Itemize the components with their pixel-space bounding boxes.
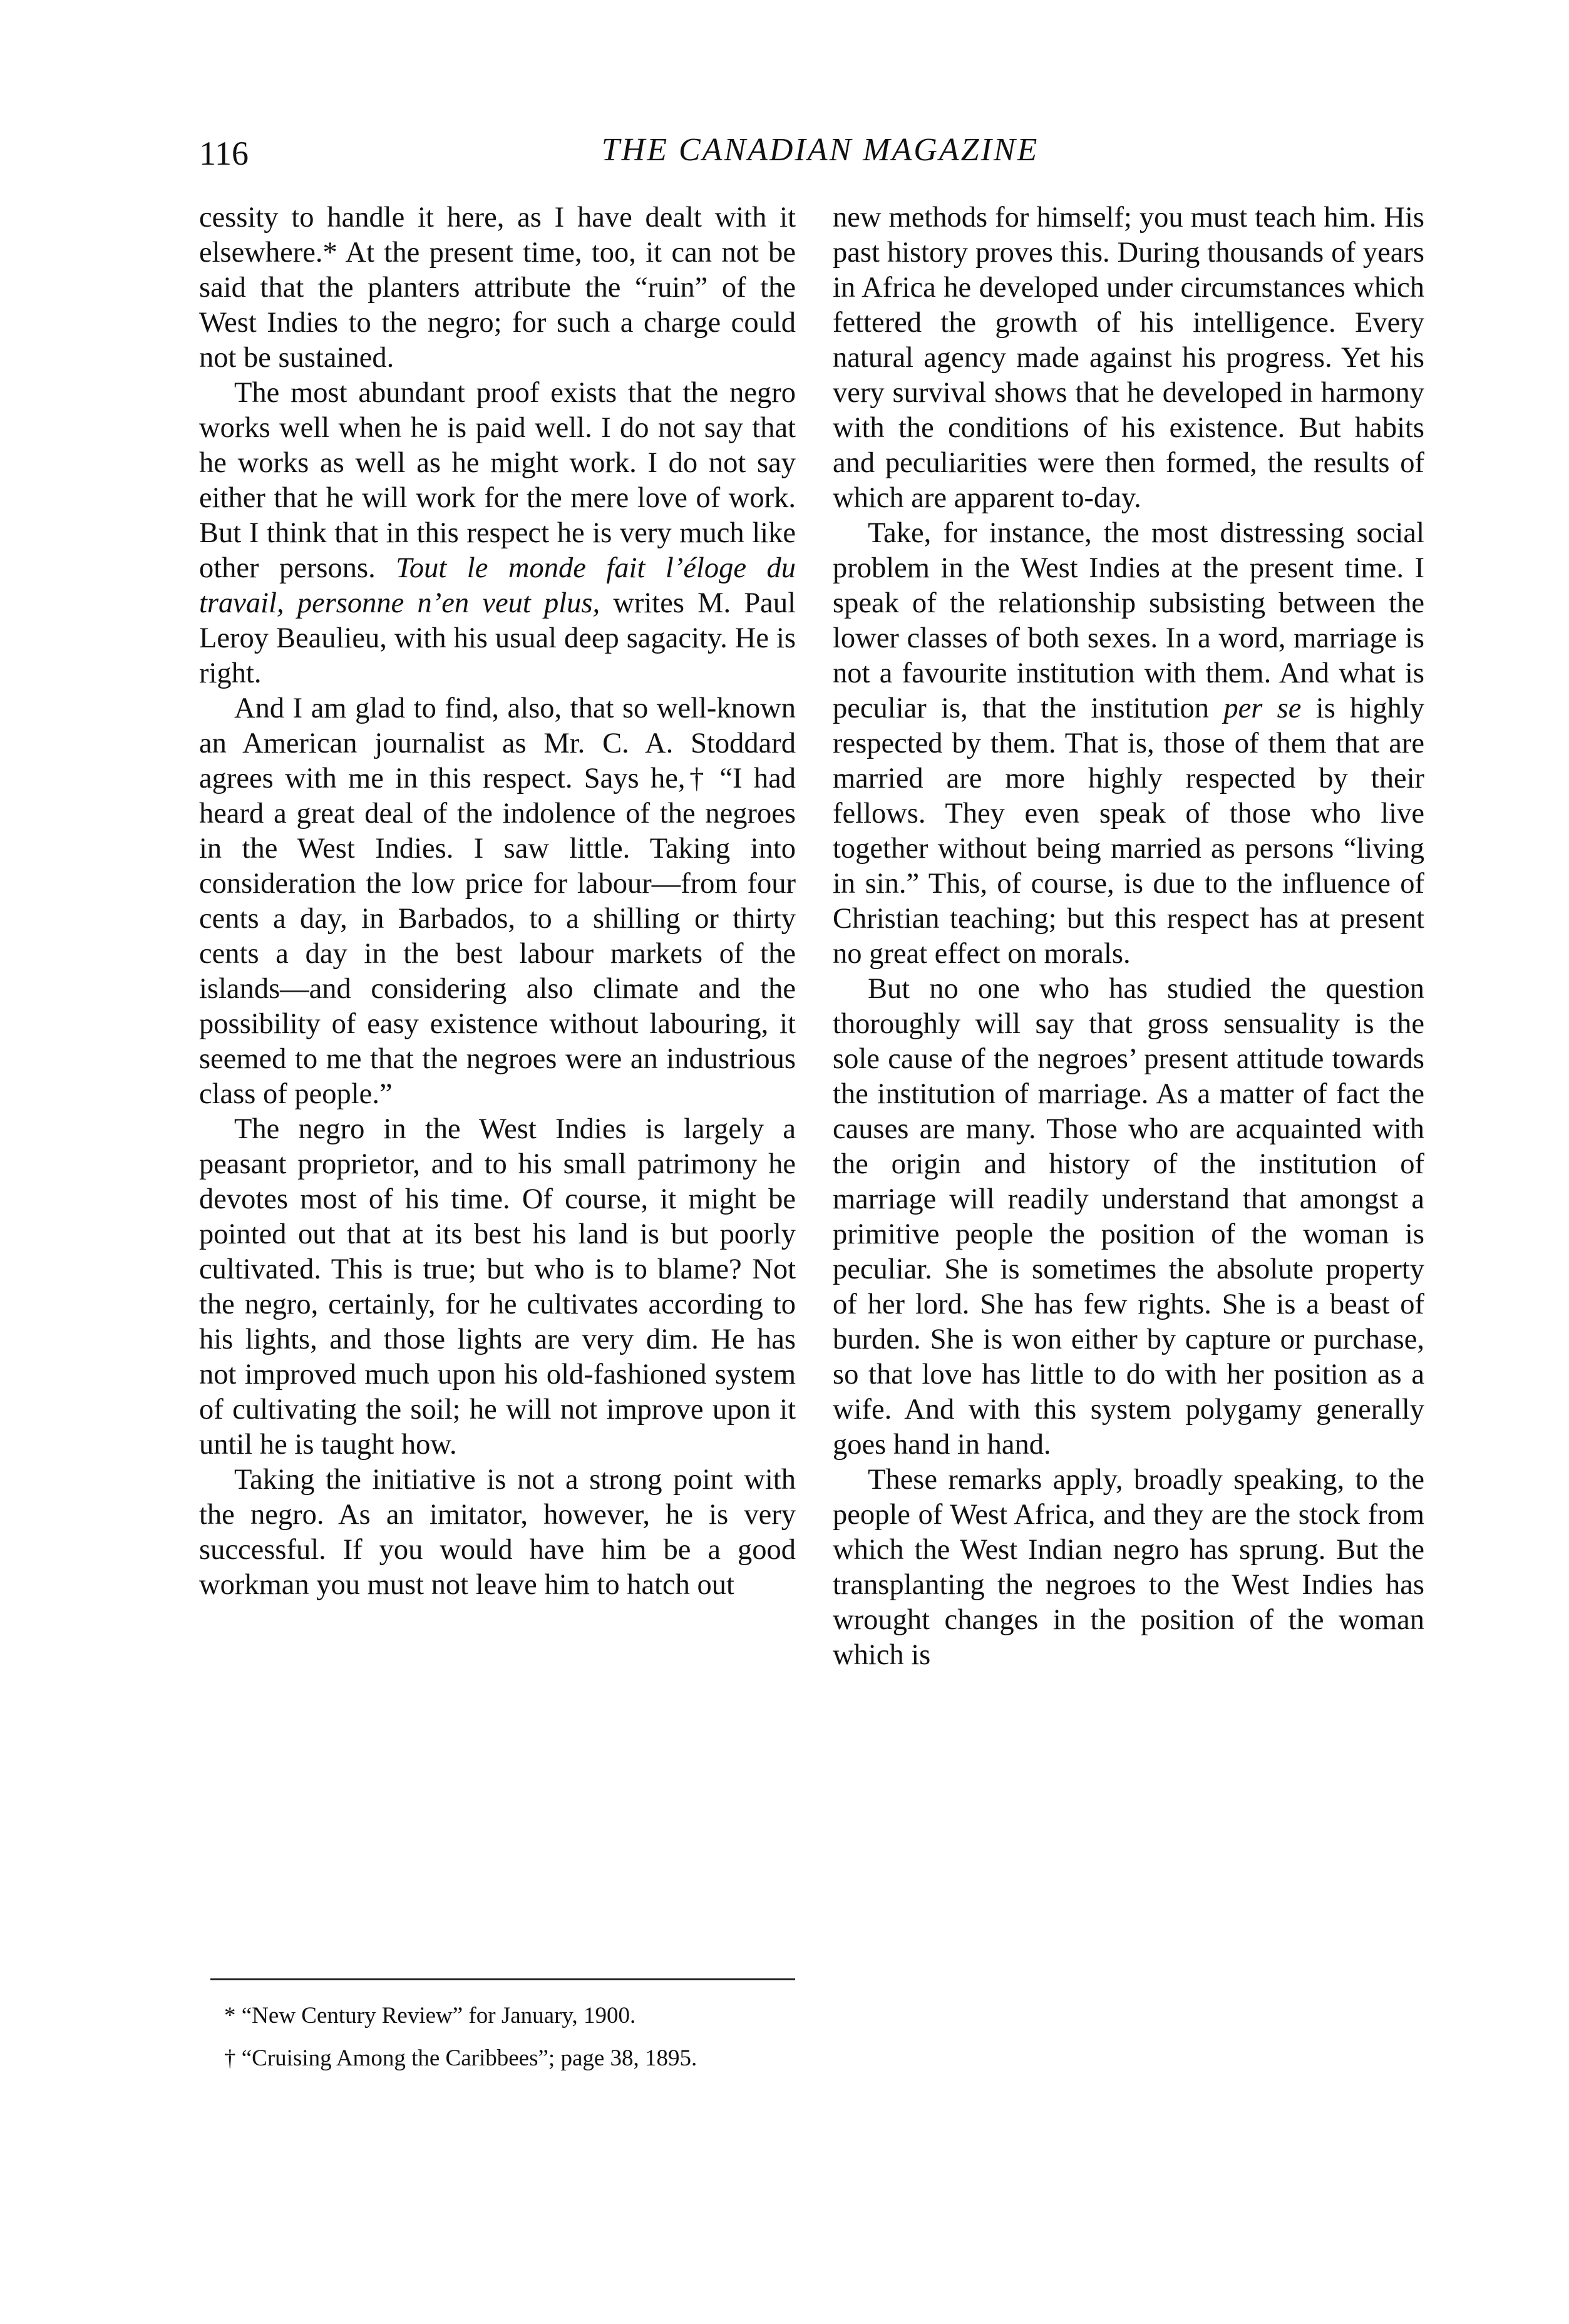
footnotes — [199, 2000, 796, 2085]
french-quote: Tout le monde fait l’éloge du travail, personne n’en veut plus, — [199, 552, 796, 619]
paragraph: But no one who has studied the question thoroughly will say that gross sensuality is the sole cause of the negroes’ present attitude towards the institution of marriage. As a matter of fact the causes are many. Those who are acquainted with the origin and history of the institution of marriage will readily understand that amongst a primitive people the position of the woman is peculiar. She is sometimes the absolute property of her lord. She has few rights. She is a beast of burden. She is won either by capture or purchase, so that love has little to do with her position as a wife. And with this system polygamy generally goes hand in hand. — [833, 973, 1424, 1461]
paragraph-text: is highly respected by them. That is, those of them that are married are more highly respected by their fellows. — [833, 692, 1424, 830]
paragraph: Taking the initiative is not a strong point with the negro. As an imitator, however, he is very successful. If you would have him be a good workman you must not leave him to hatch out — [199, 1464, 796, 1601]
paragraph — [833, 516, 1424, 972]
paragraph — [199, 376, 796, 691]
paragraph: new methods for himself; you must teach him. His past history proves this. During thousands of years in Africa he developed under circumstances which fettered the growth of his intelligence. Every natural agency made against his progress. Yet his very survival shows that he developed in harmony with the conditions of his existence. But habits and peculiarities were then formed, the results of which are apparent to-day. — [833, 202, 1424, 514]
latin-phrase: per se — [1223, 692, 1302, 724]
paragraph-text: Take, for instance, the most distressing social problem in the West Indies at the present time. I speak of the relationship subsisting between the lower classes of both sexes. In a word, marriage is not a favourite institution with them. And what is peculiar is, that the institution — [833, 517, 1424, 724]
footnote: † “Cruising Among the Caribbees”; page 38, 1895. — [224, 2045, 697, 2071]
paragraph: cessity to handle it here, as I have dealt with it elsewhere.* At the present time, too, it can not be said that the planters attribute the “ruin” of the West Indies to the negro; for such a charge could not be sustained. — [199, 202, 796, 374]
left-column — [199, 200, 796, 1603]
page-number: 116 — [199, 135, 249, 172]
paragraph-text: They even speak of those who live together without being married as persons “living in sin.” This, of course, is due to the influence of Christian teaching; but this respect has at present no great effect on morals. — [833, 798, 1424, 970]
footnote: * “New Century Review” for January, 1900. — [224, 2003, 636, 2028]
paragraph: And I am glad to find, also, that so well-known an American journalist as Mr. C. A. Stoddard agrees with me in this respect. Says he,† “I had heard a great deal of the indolence of the negroes in the West Indies. I saw little. Taking into consideration the low price for labour—from four cents a day, in Barbados, to a shilling or thirty cents a day in the best labour markets of the islands—and considering also climate and the possibility of easy existence without labouring, it seemed to me that the negroes were an industrious class of people.” — [199, 692, 796, 1110]
running-head: THE CANADIAN MAGAZINE — [601, 132, 1039, 168]
paragraph: The negro in the West Indies is largely a peasant proprietor, and to his small patrimony he devotes most of his time. Of course, it might be pointed out that at its best his land is but poorly cultivated. This is true; but who is to blame? Not the negro, certainly, for he cultivates according to his lights, and those lights are very dim. He has not improved much upon his old-fashioned system of cultivating the soil; he will not improve upon it until he is taught how. — [199, 1113, 796, 1461]
footnote-rule — [210, 1978, 795, 1980]
paragraph: These remarks apply, broadly speaking, to the people of West Africa, and they are the stock from which the West Indian negro has sprung. But the transplanting the negroes to the West Indies has wrought changes in the position of the woman which is — [833, 1464, 1424, 1671]
paragraph-text: The most abundant proof exists that the negro works well when he is paid well. I do not say that he works as well as he might work. I do not say either that he will work for the mere love of work. But I think that in this respect he is very much like other persons. — [199, 377, 796, 584]
quote-attribution: writes M. Paul Leroy Beaulieu, with his usual deep sagacity. He is right. — [199, 587, 796, 689]
right-column — [833, 200, 1424, 1673]
